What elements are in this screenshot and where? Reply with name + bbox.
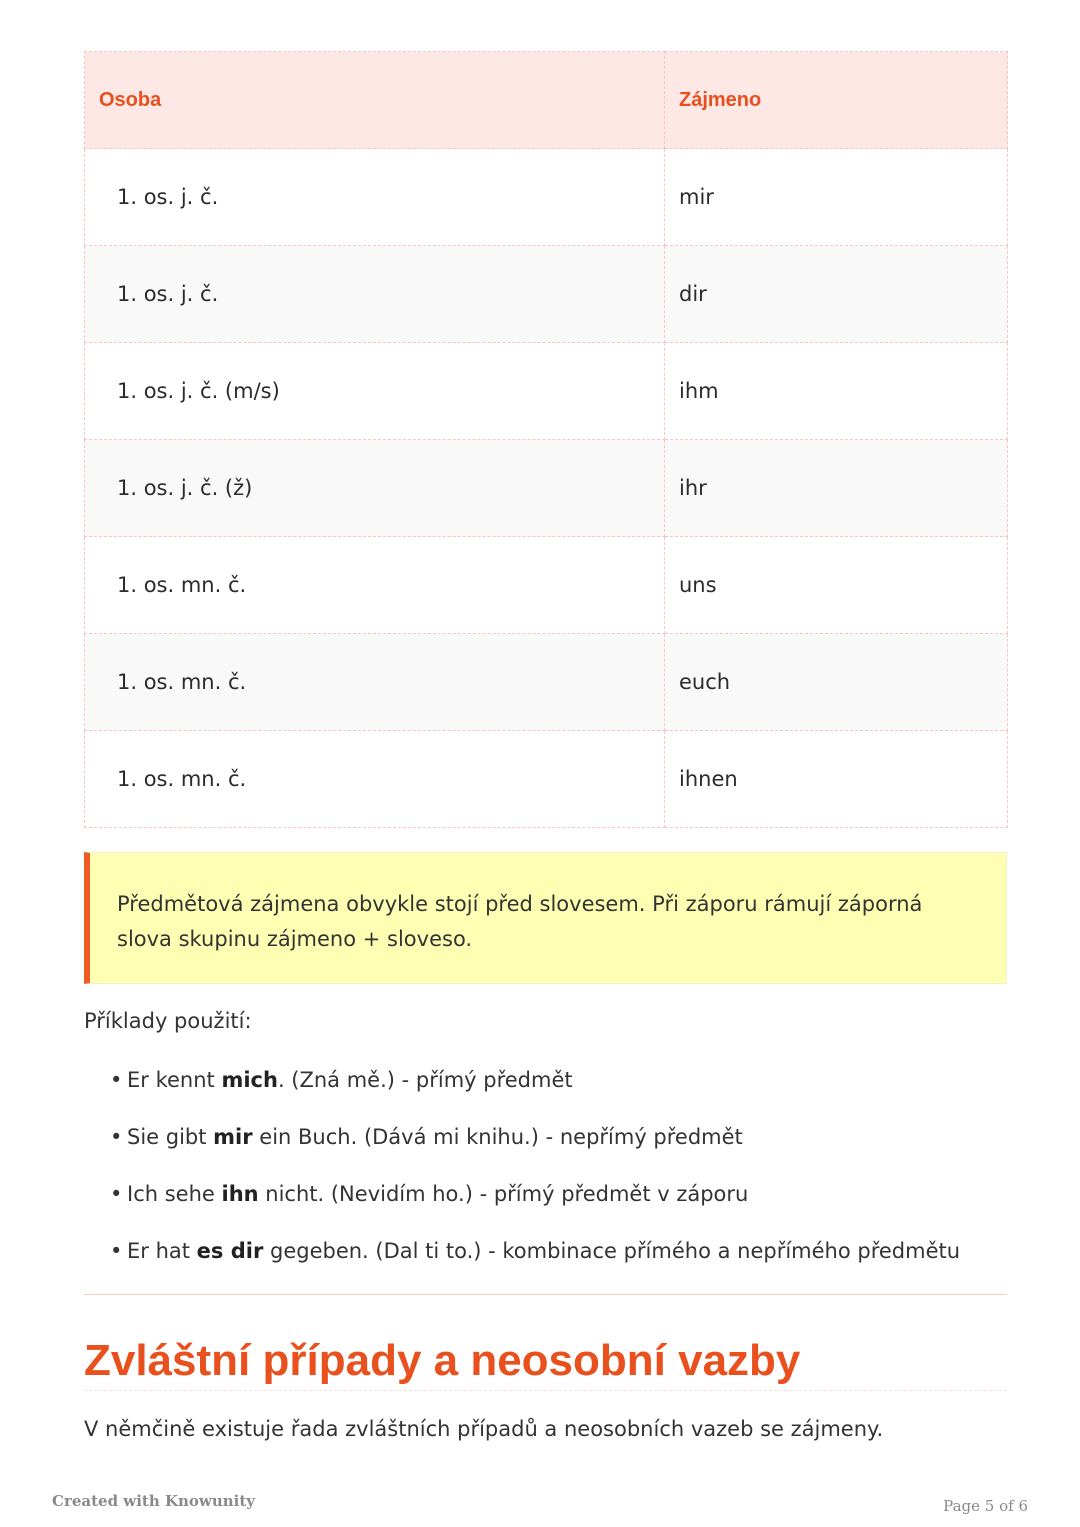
table-cell-osoba: 1. os. j. č. (ž): [85, 440, 665, 537]
table-cell-zajmeno: ihr: [665, 440, 1008, 537]
column-header-osoba: Osoba: [85, 52, 665, 149]
footer-credit: Created with Knowunity: [52, 1492, 255, 1510]
table-cell-zajmeno: mir: [665, 149, 1008, 246]
example-bold: mir: [213, 1125, 253, 1149]
example-pre: Sie gibt: [127, 1125, 214, 1149]
example-post: ein Buch. (Dává mi knihu.) - nepřímý předmět: [252, 1125, 743, 1149]
example-bold: ihn: [221, 1182, 259, 1206]
list-item: [110, 1231, 960, 1288]
table-row: [85, 731, 1008, 828]
section-heading: Zvláštní případy a neosobní vazby: [84, 1332, 1007, 1391]
table-row: [85, 634, 1008, 731]
bullet-icon: •: [110, 1068, 123, 1092]
section-divider: [84, 1294, 1007, 1295]
example-bold: es dir: [196, 1239, 264, 1263]
example-post: nicht. (Nevidím ho.) - přímý předmět v záporu: [258, 1182, 749, 1206]
table-row: [85, 537, 1008, 634]
list-item: [110, 1117, 960, 1174]
table-row: [85, 246, 1008, 343]
table-cell-osoba: 1. os. mn. č.: [85, 537, 665, 634]
table-row: [85, 440, 1008, 537]
table-header-row: [85, 52, 1008, 149]
bullet-icon: •: [110, 1239, 123, 1263]
note-callout: [84, 852, 1007, 984]
example-pre: Er hat: [127, 1239, 197, 1263]
column-header-zajmeno: Zájmeno: [665, 52, 1008, 149]
table-cell-osoba: 1. os. j. č.: [85, 246, 665, 343]
bullet-icon: •: [110, 1182, 123, 1206]
table-row: [85, 149, 1008, 246]
table-cell-zajmeno: uns: [665, 537, 1008, 634]
pronoun-table-container: [84, 51, 1007, 828]
table-cell-zajmeno: ihm: [665, 343, 1008, 440]
note-callout-text: Předmětová zájmena obvykle stojí před slovesem. Při záporu rámují záporná slova skupinu zájmeno + sloveso.: [117, 892, 923, 951]
examples-list: [110, 1060, 960, 1288]
table-cell-osoba: 1. os. mn. č.: [85, 634, 665, 731]
example-post: . (Zná mě.) - přímý předmět: [277, 1068, 573, 1092]
list-item: [110, 1174, 960, 1231]
table-cell-zajmeno: dir: [665, 246, 1008, 343]
bullet-icon: •: [110, 1125, 123, 1149]
pronoun-table: [84, 51, 1008, 828]
table-row: [85, 343, 1008, 440]
table-cell-zajmeno: euch: [665, 634, 1008, 731]
list-item: [110, 1060, 960, 1117]
example-post: gegeben. (Dal ti to.) - kombinace přímého a nepřímého předmětu: [263, 1239, 961, 1263]
page-number: Page 5 of 6: [943, 1497, 1028, 1515]
examples-label: Příklady použití:: [84, 1009, 252, 1033]
example-pre: Ich sehe: [127, 1182, 222, 1206]
table-cell-osoba: 1. os. j. č.: [85, 149, 665, 246]
table-cell-osoba: 1. os. mn. č.: [85, 731, 665, 828]
example-bold: mich: [221, 1068, 278, 1092]
table-cell-osoba: 1. os. j. č. (m/s): [85, 343, 665, 440]
example-pre: Er kennt: [127, 1068, 222, 1092]
section-intro-text: V němčině existuje řada zvláštních případů a neosobních vazeb se zájmeny.: [84, 1417, 884, 1441]
table-cell-zajmeno: ihnen: [665, 731, 1008, 828]
